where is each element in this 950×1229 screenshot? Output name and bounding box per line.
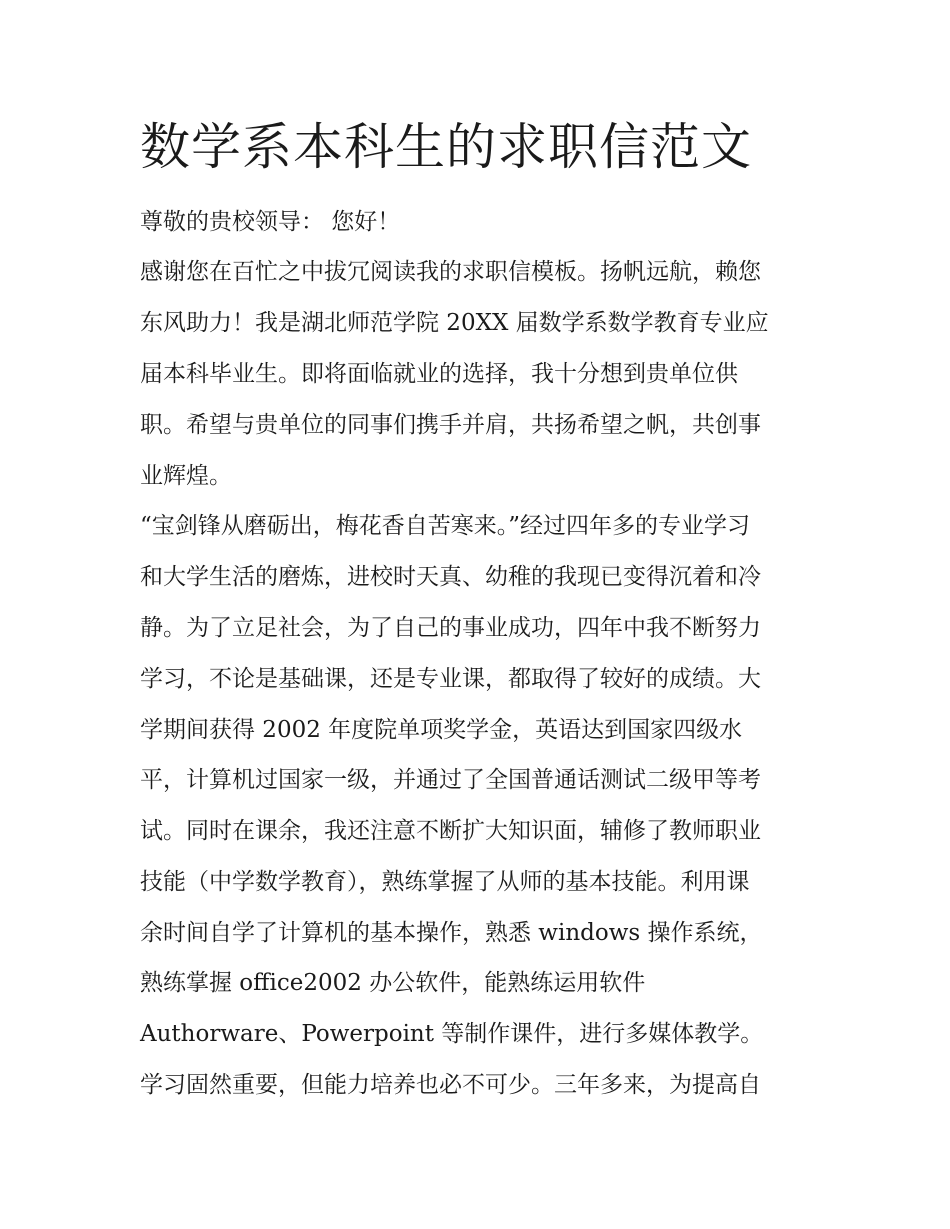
document-title: 数学系本科生的求职信范文	[140, 118, 752, 176]
body-line: 静。为了立足社会，为了自己的事业成功，四年中我不断努力	[140, 615, 761, 641]
body-line: 感谢您在百忙之中拔冗阅读我的求职信模板。扬帆远航，赖您	[140, 259, 761, 285]
body-line: 技能（中学数学教育），熟练掌握了从师的基本技能。利用课	[140, 869, 750, 895]
body-line: 学习，不论是基础课，还是专业课，都取得了较好的成绩。大	[140, 666, 761, 692]
body-line: 平，计算机过国家一级，并通过了全国普通话测试二级甲等考	[140, 767, 761, 793]
body-line: 业辉煌。	[140, 463, 232, 489]
body-line: 和大学生活的磨炼，进校时天真、幼稚的我现已变得沉着和冷	[140, 564, 761, 590]
body-line: 学习固然重要，但能力培养也必不可少。三年多来，为提高自	[140, 1072, 761, 1098]
body-line: 熟练掌握 office2002 办公软件，能熟练运用软件	[140, 970, 646, 996]
body-line: 学期间获得 2002 年度院单项奖学金，英语达到国家四级水	[140, 717, 743, 743]
body-line: 职。希望与贵单位的同事们携手并肩，共扬希望之帆，共创事	[140, 412, 761, 438]
body-line: 东风助力！我是湖北师范学院 20XX 届数学系数学教育专业应	[140, 310, 769, 336]
body-line: 试。同时在课余，我还注意不断扩大知识面，辅修了教师职业	[140, 818, 761, 844]
body-line: “宝剑锋从磨砺出，梅花香自苦寒来。”经过四年多的专业学习	[140, 513, 751, 539]
body-line: 届本科毕业生。即将面临就业的选择，我十分想到贵单位供	[140, 361, 738, 387]
salutation-line: 尊敬的贵校领导： 您好！	[140, 209, 401, 235]
body-line: Authorware、Powerpoint 等制作课件，进行多媒体教学。	[140, 1021, 764, 1047]
body-line: 余时间自学了计算机的基本操作，熟悉 windows 操作系统，	[140, 920, 763, 946]
